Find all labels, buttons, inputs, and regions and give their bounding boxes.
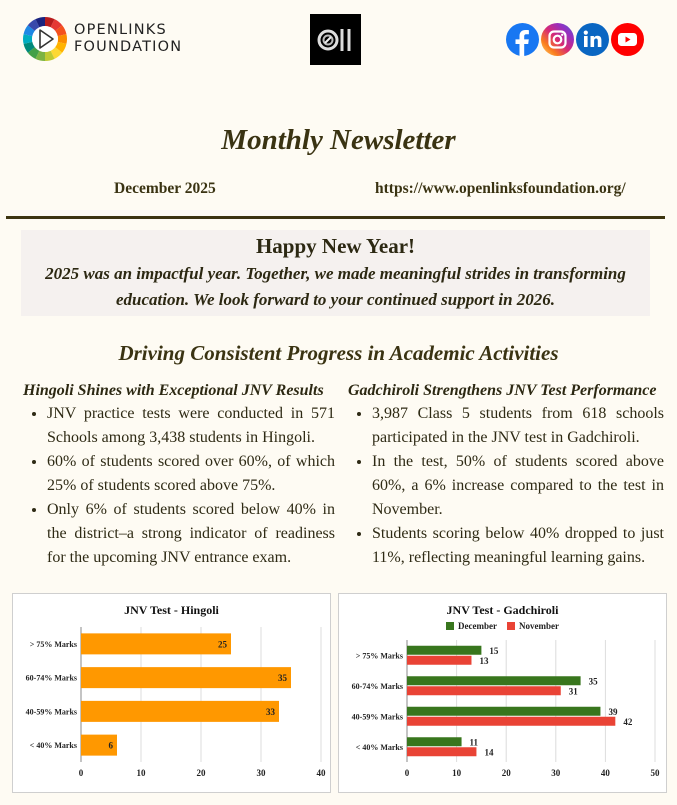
x-tick-label: 40	[600, 768, 610, 778]
hingoli-bullets	[23, 402, 335, 570]
category-label: 40-59% Marks	[351, 712, 403, 722]
bar	[407, 737, 462, 746]
data-label: 6	[108, 740, 113, 751]
data-label: 13	[479, 655, 489, 666]
category-label: > 75% Marks	[355, 651, 403, 661]
org-name-line2: FOUNDATION	[74, 39, 183, 55]
gadchiroli-chart-plot	[339, 594, 666, 792]
bar	[407, 646, 481, 655]
gadchiroli-column	[348, 382, 664, 570]
x-tick-label: 0	[78, 768, 84, 778]
data-label: 42	[623, 716, 633, 727]
bar	[81, 701, 279, 722]
list-item: • Only 6% of students scored below 40% in the district–a strong indicator of readiness for the upcoming JNV entrance exam.	[47, 498, 335, 570]
social-links	[506, 23, 644, 56]
chart-title: JNV Test - Hingoli	[124, 603, 219, 617]
list-item: • 60% of students scored over 60%, of which 25% of students scored above 75%.	[47, 450, 335, 498]
bar	[81, 633, 231, 654]
section-title: Driving Consistent Progress in Academic Activities	[118, 341, 559, 365]
new-year-banner	[21, 230, 650, 316]
list-item: • JNV practice tests were conducted in 571 Schools among 3,438 students in Hingoli.	[47, 402, 335, 450]
x-tick-label: 40	[316, 768, 326, 778]
youtube-icon[interactable]	[611, 23, 644, 56]
category-label: < 40% Marks	[355, 742, 403, 752]
bar	[81, 667, 291, 688]
category-label: 40-59% Marks	[25, 707, 77, 717]
instagram-icon[interactable]	[541, 23, 574, 56]
data-label: 11	[469, 737, 479, 748]
chart-title: JNV Test - Gadchiroli	[446, 603, 559, 617]
list-item: • 3,987 Class 5 students from 618 schools participated in the JNV test in Gadchiroli.	[372, 402, 664, 450]
banner-message: 2025 was an impactful year. Together, we made meaningful strides in transforming education. We look forward to your continued support in 2026.	[45, 264, 626, 309]
data-label: 25	[218, 639, 227, 650]
bar	[407, 676, 581, 685]
list-item: • In the test, 50% of students scored above 60%, a 6% increase compared to the test in November.	[372, 450, 664, 522]
category-label: < 40% Marks	[29, 741, 77, 751]
category-label: > 75% Marks	[29, 639, 77, 649]
data-label: 31	[568, 686, 578, 697]
gadchiroli-bullets	[348, 402, 664, 570]
data-label: 35	[588, 676, 598, 687]
bar	[407, 656, 471, 665]
list-item: • Students scoring below 40% dropped to just 11%, reflecting meaningful learning gains.	[372, 522, 664, 570]
ol-monogram-logo	[310, 14, 361, 65]
data-label: 14	[484, 747, 494, 758]
bar	[407, 747, 476, 756]
banner-heading: Happy New Year!	[255, 234, 416, 258]
newsletter-title: Monthly Newsletter	[221, 124, 456, 156]
x-tick-label: 20	[196, 768, 206, 778]
legend-label: November	[518, 621, 559, 631]
bar	[407, 717, 615, 726]
openlinks-logo[interactable]	[22, 16, 182, 62]
category-label: 60-74% Marks	[25, 673, 77, 683]
x-tick-label: 30	[551, 768, 561, 778]
data-label: 39	[608, 706, 618, 717]
hingoli-chart	[12, 593, 331, 793]
x-tick-label: 50	[650, 768, 660, 778]
facebook-icon[interactable]	[506, 23, 539, 56]
bar	[407, 686, 561, 695]
data-label: 15	[489, 645, 499, 656]
data-label: 33	[266, 706, 275, 717]
gadchiroli-chart	[338, 593, 667, 793]
org-name-line1: OPENLINKS	[74, 22, 167, 38]
hingoli-heading: Hingoli Shines with Exceptional JNV Results	[23, 382, 324, 399]
data-label: 35	[278, 673, 287, 684]
x-tick-label: 10	[136, 768, 146, 778]
newsletter-date: December 2025	[114, 180, 216, 197]
x-tick-label: 30	[256, 768, 266, 778]
hingoli-chart-plot	[13, 594, 330, 792]
bar	[407, 707, 600, 716]
category-label: 60-74% Marks	[351, 681, 403, 691]
linkedin-icon[interactable]	[576, 23, 609, 56]
header-divider	[6, 216, 665, 219]
gadchiroli-heading: Gadchiroli Strengthens JNV Test Performance	[348, 382, 657, 399]
legend-label: December	[458, 621, 497, 631]
website-link[interactable]: https://www.openlinksfoundation.org/	[375, 180, 626, 197]
x-tick-label: 10	[452, 768, 462, 778]
x-tick-label: 0	[404, 768, 410, 778]
x-tick-label: 20	[501, 768, 511, 778]
color-wheel-play-icon	[22, 16, 68, 62]
hingoli-column	[23, 382, 335, 570]
